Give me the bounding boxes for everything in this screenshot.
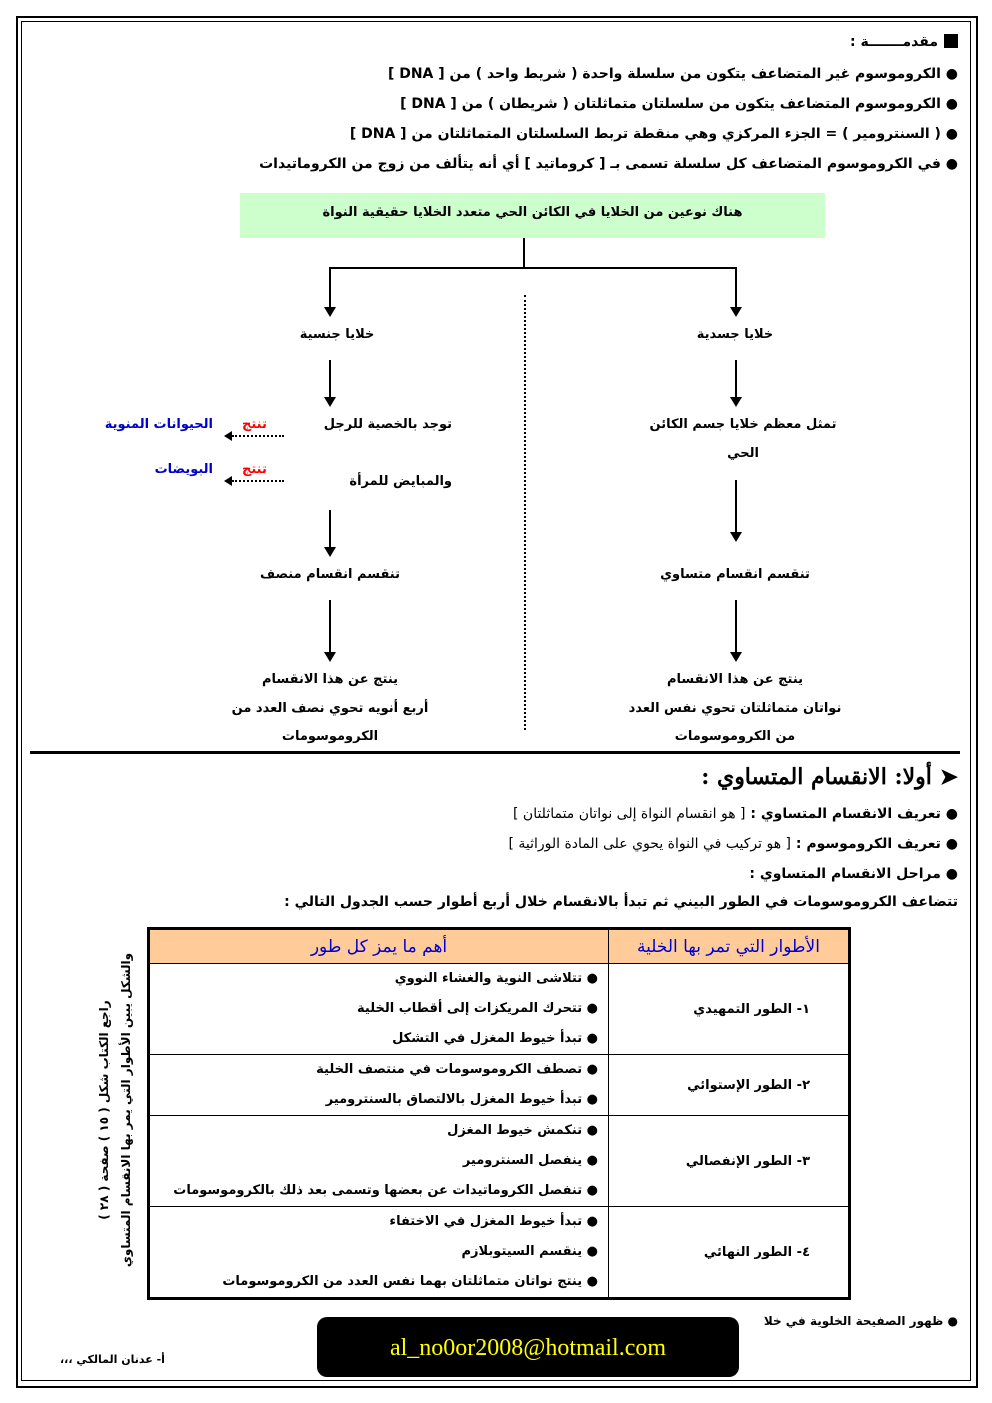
stages-label: ● مراحل الانقسام المتساوي :	[749, 866, 958, 882]
dotted-divider	[524, 295, 526, 730]
mitosis-heading: ➤ أولا: الانقسام المتساوي :	[701, 764, 958, 790]
author: أ- عدنان المالكي ،،،	[60, 1353, 165, 1366]
sperm-label: الحيوانات المنوية	[104, 417, 213, 432]
sex-division: تنقسم انقسام منصف	[260, 567, 400, 582]
intro-heading: مقدمـــــــة :	[850, 34, 958, 50]
email-banner: al_no0or2008@hotmail.com	[317, 1317, 739, 1377]
definition-chromosome: ● تعريف الكروموسوم : [ هو تركيب في النواة يحوي على المادة الوراثية ]	[508, 836, 958, 852]
arrow-down-icon	[735, 480, 737, 540]
flow-title-box	[240, 193, 825, 238]
table-row: ٣- الطور الإنفصالي ● تنكمش خيوط المغزل ● ينفصل السنترومير ● تنفصل الكروماتيدات عن بعضها وتسمى بعد ذلك بالكروموسومات	[149, 1116, 850, 1207]
arrow-left-icon	[232, 480, 284, 482]
stage-name: ٢- الطور الإستوائي	[609, 1055, 850, 1116]
stages-table	[147, 927, 851, 1300]
square-bullet-icon	[944, 34, 958, 48]
somatic-desc: تمثل معظم خلايا جسم الكائن	[649, 417, 837, 432]
arrow-down-icon	[329, 510, 331, 555]
arrow-down-icon	[735, 360, 737, 405]
sex-desc: والمبايض للمرأة	[349, 474, 452, 489]
partial-bullet: ● ظهور الصفيحة الخلوية في خلا	[763, 1314, 958, 1328]
produce-label: تنتج	[242, 462, 267, 477]
branch-line	[329, 267, 737, 269]
arrow-down-icon	[329, 268, 331, 315]
sex-cells-label: خلايا جنسية	[299, 327, 375, 342]
stage-name: ٤- الطور النهائي	[609, 1207, 850, 1299]
sex-desc: توجد بالخصية للرجل	[323, 417, 452, 432]
intro-bullet: ● في الكروموسوم المتضاعف كل سلسلة تسمى بـ [ كروماتيد ] أي أنه يتألف من زوج من الكروماتيدات	[259, 156, 958, 172]
side-note: راجع الكتاب شكل ( ١٥ ) صفحة ( ٢٨ ) والشكل يبين الأطوار التي يمر بها الانقسام المتساوي	[97, 952, 133, 1268]
stages-intro: تتضاعف الكروموسومات في الطور البيني ثم تبدأ بالانقسام خلال أربع أطوار حسب الجدول التالي :	[284, 894, 958, 910]
flow-title: هناك نوعين من الخلايا في الكائن الحي متعدد الخلايا حقيقية النواة	[322, 205, 743, 220]
somatic-division: تنقسم انقسام متساوي	[660, 567, 810, 582]
table-header: أهم ما يمز كل طور	[149, 929, 609, 964]
eggs-label: البويضات	[154, 462, 213, 477]
somatic-result: من الكروموسومات	[674, 729, 796, 744]
table-row: ١- الطور التمهيدي ● تتلاشى النوية والغشاء النووي ● تتحرك المريكزات إلى أقطاب الخلية ● تبدأ خيوط المغزل في التشكل	[149, 964, 850, 1055]
somatic-label: خلايا جسدية	[696, 327, 774, 342]
somatic-result: نواتان متماثلتان تحوي نفس العدد	[628, 701, 842, 716]
section-divider	[30, 751, 960, 754]
intro-bullet: ● الكروموسوم المتضاعف يتكون من سلسلتان متماثلتان ( شريطان ) من [ DNA ]	[400, 96, 958, 112]
intro-bullet: ● ( السنترومير ) = الجزء المركزي وهي منقطة تربط السلسلتان المتماثلتان من [ DNA ]	[349, 126, 958, 142]
table-header: الأطوار التي تمر بها الخلية	[609, 929, 850, 964]
sex-result: الكروموسومات	[281, 729, 379, 744]
table-row: ٤- الطور النهائي ● تبدأ خيوط المغزل في الاختفاء ● ينقسم السيتوبلازم ● ينتج نواتان متماثلتان بهما نفس العدد من الكروموسومات	[149, 1207, 850, 1299]
arrow-down-icon	[735, 600, 737, 660]
arrow-down-icon	[329, 360, 331, 405]
stage-name: ٣- الطور الإنفصالي	[609, 1116, 850, 1207]
stage-name: ١- الطور التمهيدي	[609, 964, 850, 1055]
somatic-desc: الحي	[727, 446, 759, 461]
arrow-down-icon	[735, 268, 737, 315]
definition-mitosis: ● تعريف الانقسام المتساوي : [ هو انقسام النواة إلى نواتان متماثلتان ]	[513, 806, 958, 822]
sex-result: أربع أنويه تحوي نصف العدد من	[231, 701, 429, 716]
somatic-result: ينتج عن هذا الانقسام	[666, 672, 804, 687]
arrow-down-icon	[329, 600, 331, 660]
intro-bullet: ● الكروموسوم غير المتضاعف يتكون من سلسلة واحدة ( شريط واحد ) من [ DNA ]	[387, 66, 958, 82]
produce-label: تنتج	[242, 417, 267, 432]
table-row: ٢- الطور الإستوائي ● تصطف الكروموسومات في منتصف الخلية ● تبدأ خيوط المغزل بالالتصاق بالسنترومير	[149, 1055, 850, 1116]
sex-result: ينتج عن هذا الانقسام	[261, 672, 399, 687]
arrow-left-icon	[232, 435, 284, 437]
